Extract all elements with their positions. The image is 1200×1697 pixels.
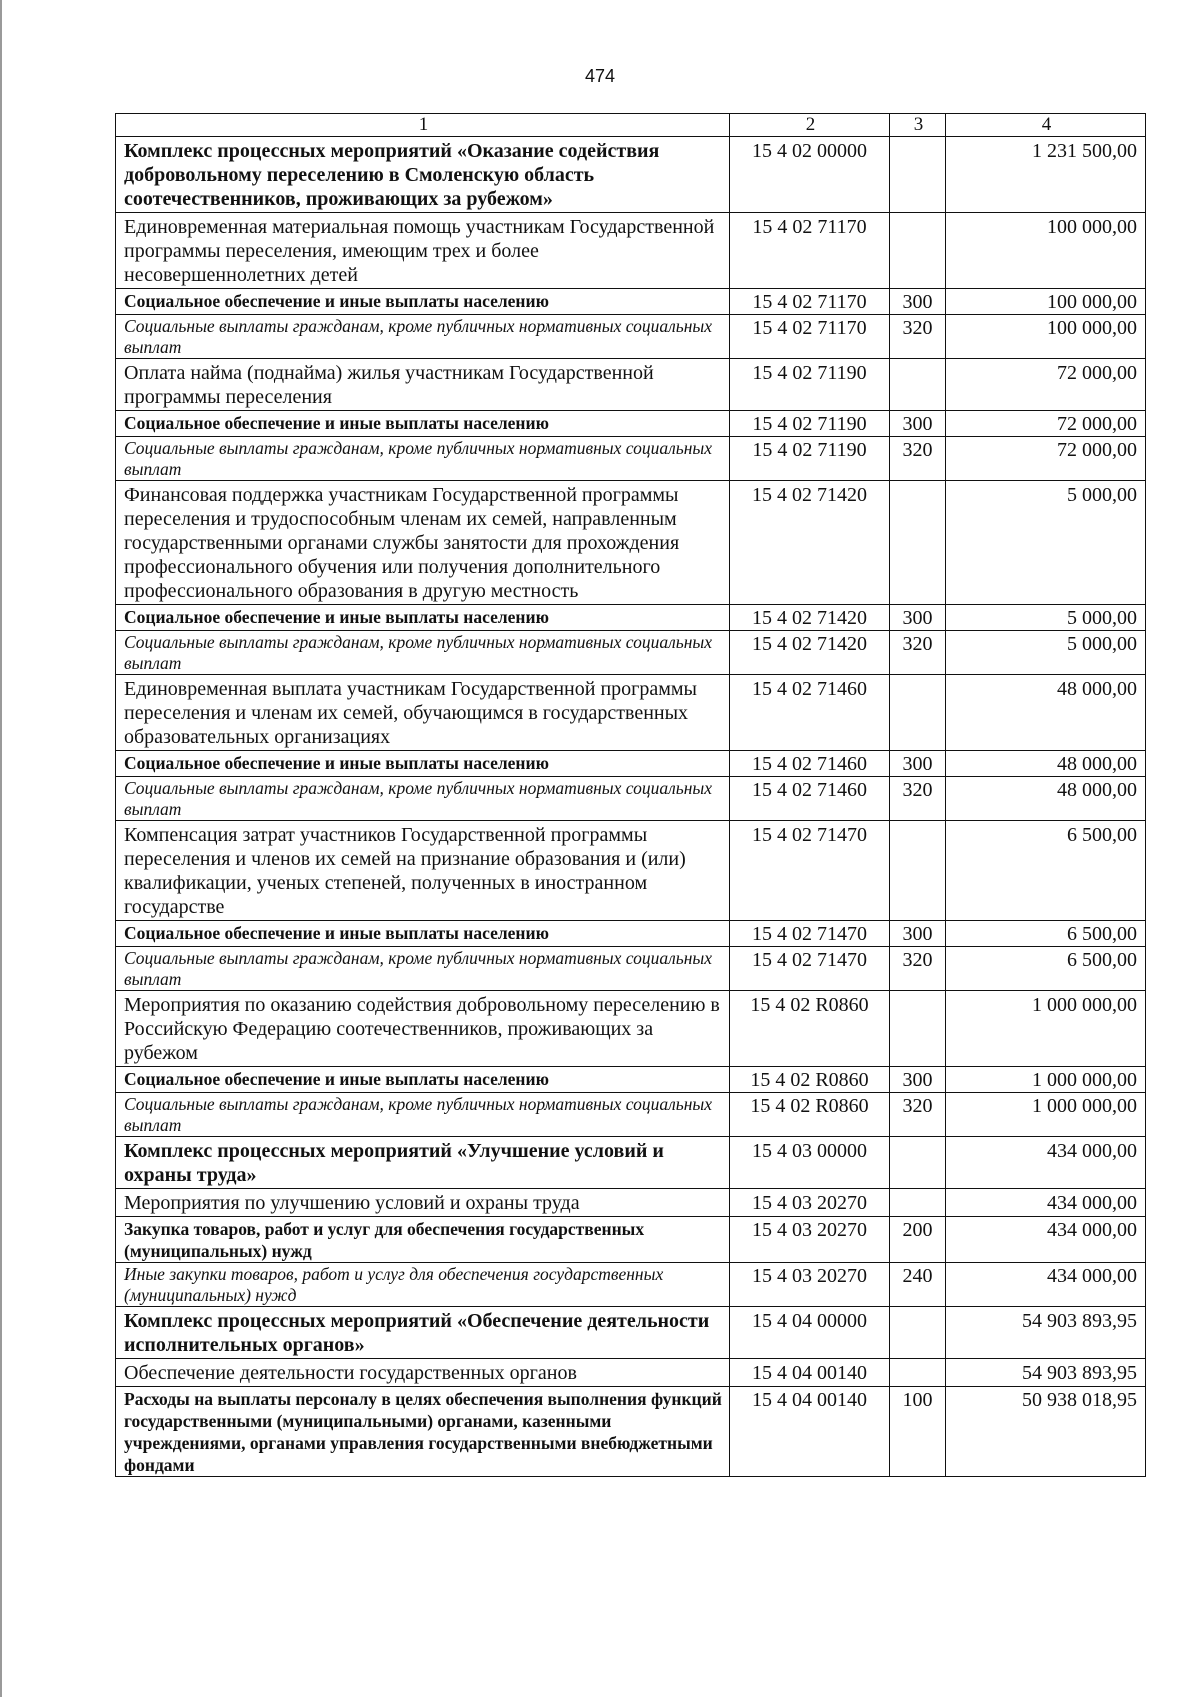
table-row	[116, 1093, 1146, 1137]
cell-expense-type: 300	[890, 751, 946, 777]
cell-amount: 5 000,00	[946, 605, 1146, 631]
cell-code: 15 4 02 71460	[730, 675, 890, 751]
table-row	[116, 1067, 1146, 1093]
table-header-row	[116, 114, 1146, 137]
cell-amount: 48 000,00	[946, 751, 1146, 777]
table-row	[116, 1263, 1146, 1307]
cell-expense-type: 300	[890, 605, 946, 631]
cell-expense-type	[890, 213, 946, 289]
cell-expense-type: 300	[890, 1067, 946, 1093]
cell-name: Единовременная материальная помощь участникам Государственной программы переселения, имеющим трех и более несовершеннолетних детей	[116, 213, 730, 289]
table-row	[116, 1387, 1146, 1477]
cell-name: Социальное обеспечение и иные выплаты населению	[116, 921, 730, 947]
cell-expense-type: 320	[890, 1093, 946, 1137]
cell-expense-type: 320	[890, 315, 946, 359]
table-row	[116, 675, 1146, 751]
cell-amount: 6 500,00	[946, 921, 1146, 947]
cell-expense-type	[890, 1359, 946, 1387]
cell-name: Социальные выплаты гражданам, кроме публичных нормативных социальных выплат	[116, 777, 730, 821]
cell-name: Социальные выплаты гражданам, кроме публичных нормативных социальных выплат	[116, 437, 730, 481]
cell-amount: 1 231 500,00	[946, 137, 1146, 213]
cell-amount: 5 000,00	[946, 481, 1146, 605]
cell-amount: 50 938 018,95	[946, 1387, 1146, 1477]
cell-expense-type: 100	[890, 1387, 946, 1477]
cell-amount: 1 000 000,00	[946, 1093, 1146, 1137]
cell-name: Мероприятия по улучшению условий и охраны труда	[116, 1189, 730, 1217]
cell-expense-type: 320	[890, 777, 946, 821]
cell-amount: 54 903 893,95	[946, 1359, 1146, 1387]
cell-name: Закупка товаров, работ и услуг для обеспечения государственных (муниципальных) нужд	[116, 1217, 730, 1263]
cell-name: Социальное обеспечение и иные выплаты населению	[116, 751, 730, 777]
cell-code: 15 4 02 71190	[730, 437, 890, 481]
cell-code: 15 4 02 71190	[730, 411, 890, 437]
cell-amount: 6 500,00	[946, 821, 1146, 921]
cell-name: Иные закупки товаров, работ и услуг для обеспечения государственных (муниципальных) нужд	[116, 1263, 730, 1307]
cell-code: 15 4 02 R0860	[730, 991, 890, 1067]
cell-expense-type	[890, 359, 946, 411]
cell-expense-type: 320	[890, 947, 946, 991]
table-row	[116, 1189, 1146, 1217]
table-row	[116, 1137, 1146, 1189]
cell-amount: 54 903 893,95	[946, 1307, 1146, 1359]
cell-code: 15 4 03 00000	[730, 1137, 890, 1189]
cell-name: Обеспечение деятельности государственных органов	[116, 1359, 730, 1387]
table-row	[116, 921, 1146, 947]
header-col-code: 2	[730, 114, 890, 137]
cell-name: Единовременная выплата участникам Государственной программы переселения и членам их семей, обучающимся в государственных образовательных организациях	[116, 675, 730, 751]
cell-expense-type	[890, 675, 946, 751]
table-row	[116, 411, 1146, 437]
cell-code: 15 4 04 00000	[730, 1307, 890, 1359]
cell-code: 15 4 02 71170	[730, 289, 890, 315]
cell-expense-type	[890, 991, 946, 1067]
header-col-name: 1	[116, 114, 730, 137]
cell-amount: 100 000,00	[946, 315, 1146, 359]
cell-name: Социальное обеспечение и иные выплаты населению	[116, 605, 730, 631]
cell-code: 15 4 02 71460	[730, 751, 890, 777]
table-row	[116, 947, 1146, 991]
cell-amount: 72 000,00	[946, 437, 1146, 481]
cell-name: Комплекс процессных мероприятий «Улучшение условий и охраны труда»	[116, 1137, 730, 1189]
cell-code: 15 4 02 71460	[730, 777, 890, 821]
cell-amount: 434 000,00	[946, 1137, 1146, 1189]
cell-expense-type	[890, 137, 946, 213]
budget-table	[115, 113, 1146, 1477]
table-row	[116, 359, 1146, 411]
cell-amount: 48 000,00	[946, 675, 1146, 751]
cell-expense-type: 240	[890, 1263, 946, 1307]
cell-expense-type	[890, 1307, 946, 1359]
page-number: 474	[584, 66, 616, 86]
cell-expense-type: 200	[890, 1217, 946, 1263]
cell-amount: 1 000 000,00	[946, 1067, 1146, 1093]
cell-amount: 48 000,00	[946, 777, 1146, 821]
cell-code: 15 4 02 71470	[730, 921, 890, 947]
cell-amount: 72 000,00	[946, 411, 1146, 437]
cell-code: 15 4 02 71470	[730, 947, 890, 991]
table-row	[116, 777, 1146, 821]
cell-amount: 434 000,00	[946, 1217, 1146, 1263]
cell-code: 15 4 02 R0860	[730, 1067, 890, 1093]
table-row	[116, 1217, 1146, 1263]
cell-code: 15 4 02 71170	[730, 315, 890, 359]
cell-code: 15 4 02 R0860	[730, 1093, 890, 1137]
cell-name: Социальное обеспечение и иные выплаты населению	[116, 411, 730, 437]
cell-code: 15 4 02 71420	[730, 481, 890, 605]
cell-expense-type	[890, 1189, 946, 1217]
cell-name: Комплекс процессных мероприятий «Оказание содействия добровольному переселению в Смоленскую область соотечественников, проживающих за рубежом»	[116, 137, 730, 213]
cell-amount: 434 000,00	[946, 1189, 1146, 1217]
table-row	[116, 437, 1146, 481]
cell-code: 15 4 03 20270	[730, 1189, 890, 1217]
cell-name: Компенсация затрат участников Государственной программы переселения и членов их семей на признание образования и (или) квалификации, ученых степеней, полученных в иностранном государстве	[116, 821, 730, 921]
cell-amount: 100 000,00	[946, 289, 1146, 315]
cell-code: 15 4 02 71170	[730, 213, 890, 289]
table-row	[116, 289, 1146, 315]
cell-code: 15 4 04 00140	[730, 1359, 890, 1387]
cell-amount: 6 500,00	[946, 947, 1146, 991]
cell-expense-type	[890, 821, 946, 921]
cell-expense-type	[890, 1137, 946, 1189]
scan-edge	[0, 0, 2, 1697]
table-row	[116, 605, 1146, 631]
table-row	[116, 991, 1146, 1067]
cell-name: Социальное обеспечение и иные выплаты населению	[116, 289, 730, 315]
cell-code: 15 4 02 71420	[730, 605, 890, 631]
cell-code: 15 4 02 71470	[730, 821, 890, 921]
table-row	[116, 631, 1146, 675]
cell-code: 15 4 02 00000	[730, 137, 890, 213]
cell-amount: 100 000,00	[946, 213, 1146, 289]
cell-name: Расходы на выплаты персоналу в целях обеспечения выполнения функций государственными (муниципальными) органами, казенными учреждениями, органами управления государственными внебюджетными фондами	[116, 1387, 730, 1477]
cell-expense-type	[890, 481, 946, 605]
cell-code: 15 4 02 71190	[730, 359, 890, 411]
table-row	[116, 1359, 1146, 1387]
cell-expense-type: 300	[890, 411, 946, 437]
cell-name: Финансовая поддержка участникам Государственной программы переселения и трудоспособным членам их семей, направленным государственными органами службы занятости для прохождения профессионального обучения или получения дополнительного профессионального образования в другую местность	[116, 481, 730, 605]
budget-table-body	[116, 114, 1146, 1477]
cell-name: Комплекс процессных мероприятий «Обеспечение деятельности исполнительных органов»	[116, 1307, 730, 1359]
cell-code: 15 4 02 71420	[730, 631, 890, 675]
cell-amount: 434 000,00	[946, 1263, 1146, 1307]
cell-expense-type: 300	[890, 921, 946, 947]
table-row	[116, 821, 1146, 921]
cell-expense-type: 320	[890, 437, 946, 481]
header-col-type: 3	[890, 114, 946, 137]
cell-code: 15 4 03 20270	[730, 1217, 890, 1263]
table-row	[116, 481, 1146, 605]
cell-expense-type: 320	[890, 631, 946, 675]
table-row	[116, 137, 1146, 213]
cell-amount: 1 000 000,00	[946, 991, 1146, 1067]
cell-name: Оплата найма (поднайма) жилья участникам Государственной программы переселения	[116, 359, 730, 411]
cell-name: Социальные выплаты гражданам, кроме публичных нормативных социальных выплат	[116, 315, 730, 359]
table-row	[116, 1307, 1146, 1359]
cell-name: Социальное обеспечение и иные выплаты населению	[116, 1067, 730, 1093]
cell-name: Социальные выплаты гражданам, кроме публичных нормативных социальных выплат	[116, 1093, 730, 1137]
cell-code: 15 4 04 00140	[730, 1387, 890, 1477]
header-col-amount: 4	[946, 114, 1146, 137]
cell-name: Социальные выплаты гражданам, кроме публичных нормативных социальных выплат	[116, 631, 730, 675]
table-row	[116, 315, 1146, 359]
table-row	[116, 213, 1146, 289]
cell-expense-type: 300	[890, 289, 946, 315]
cell-amount: 5 000,00	[946, 631, 1146, 675]
cell-name: Мероприятия по оказанию содействия добровольному переселению в Российскую Федерацию соотечественников, проживающих за рубежом	[116, 991, 730, 1067]
cell-amount: 72 000,00	[946, 359, 1146, 411]
cell-code: 15 4 03 20270	[730, 1263, 890, 1307]
cell-name: Социальные выплаты гражданам, кроме публичных нормативных социальных выплат	[116, 947, 730, 991]
table-row	[116, 751, 1146, 777]
